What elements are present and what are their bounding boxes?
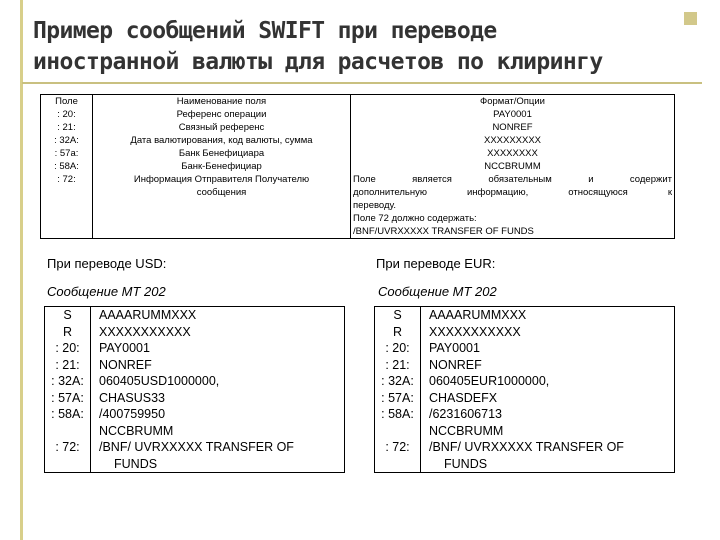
msg-value: NONREF — [429, 357, 482, 372]
field-format: NONREF — [351, 121, 675, 134]
msg-field-value: : 58A: — [51, 407, 84, 421]
field-name: Банк Бенефициара — [93, 147, 351, 160]
msg-values — [421, 307, 675, 473]
msg-field-value: : 72: — [55, 440, 80, 454]
msg-value: XXXXXXXXXXX — [429, 324, 521, 339]
msg-field-value: R — [62, 324, 73, 339]
header-name: Наименование поля — [93, 95, 351, 109]
field-format — [351, 173, 675, 239]
field-code: : 32A: — [41, 134, 93, 147]
field-name: Дата валютирования, код валюты, сумма — [93, 134, 351, 147]
msg-field-blank — [49, 423, 86, 440]
field-code: : 58A: — [41, 160, 93, 173]
msg-values — [91, 307, 345, 473]
msg-value: NCCBRUMM — [429, 423, 504, 438]
msg-value: AAAARUMMXXX — [99, 308, 197, 322]
field-format: NCCBRUMM — [351, 160, 675, 173]
msg-value: FUNDS — [114, 456, 158, 471]
format-line: дополнительную информацию, относящуюся к — [353, 187, 672, 198]
field-format: XXXXXXXXX — [351, 134, 675, 147]
field-name-line: сообщения — [196, 187, 247, 198]
msg-field-value: : 32A: — [381, 374, 414, 388]
msg-field — [45, 307, 91, 473]
field-format: PAY0001 — [351, 108, 675, 121]
msg-value: PAY0001 — [429, 341, 480, 355]
msg-field-value: S — [63, 308, 72, 322]
format-line: /BNF/UVRXXXXX TRANSFER OF FUNDS — [353, 226, 534, 237]
title-line-1: Пример сообщений SWIFT при переводе — [33, 18, 497, 44]
eur-message-table — [374, 306, 675, 473]
table-header-row — [41, 95, 675, 109]
msg-field-value: : 58A: — [381, 407, 414, 421]
table-row — [41, 134, 675, 147]
table-row — [41, 108, 675, 121]
msg-value: FUNDS — [444, 456, 488, 471]
eur-subheading: Сообщение МТ 202 — [378, 284, 497, 299]
field-code: : 21: — [41, 121, 93, 134]
header-field: Поле — [41, 95, 93, 109]
msg-field-blank — [49, 456, 86, 473]
msg-field-value: : 57A: — [381, 390, 414, 405]
msg-value: XXXXXXXXXXX — [99, 324, 191, 339]
table-row — [41, 160, 675, 173]
table-row — [375, 307, 675, 473]
msg-field-value: : 72: — [385, 440, 410, 454]
table-row — [45, 307, 345, 473]
usd-subheading: Сообщение МТ 202 — [47, 284, 166, 299]
decorative-vertical-line — [20, 0, 23, 540]
msg-value: /BNF/ UVRXXXXX TRANSFER OF — [99, 440, 294, 454]
msg-value: /400759950 — [99, 407, 166, 421]
msg-field-value: : 20: — [385, 341, 410, 355]
msg-field-value: : 21: — [55, 357, 80, 372]
field-code: : 57a: — [41, 147, 93, 160]
header-format: Формат/Опции — [351, 95, 675, 109]
msg-value: /6231606713 — [429, 407, 502, 421]
field-name: Референс операции — [93, 108, 351, 121]
msg-field-blank — [379, 423, 416, 440]
title-line-2: иностранной валюты для расчетов по клирингу — [33, 49, 603, 75]
msg-value: 060405USD1000000, — [99, 374, 220, 388]
slide-title — [33, 16, 693, 78]
msg-value: NONREF — [99, 357, 152, 372]
msg-value: NCCBRUMM — [99, 423, 174, 438]
msg-field-value: : 57A: — [51, 390, 84, 405]
table-row — [41, 121, 675, 134]
usd-message-table — [44, 306, 345, 473]
msg-value: PAY0001 — [99, 341, 150, 355]
field-format: XXXXXXXX — [351, 147, 675, 160]
msg-field-value: S — [393, 308, 402, 322]
msg-field-value: R — [392, 324, 403, 339]
msg-value: CHASUS33 — [99, 390, 165, 405]
msg-field-value: : 32A: — [51, 374, 84, 388]
format-line: переводу. — [353, 200, 396, 211]
msg-value: CHASDEFX — [429, 390, 498, 405]
msg-value: AAAARUMMXXX — [429, 308, 527, 322]
field-description-table — [40, 94, 675, 239]
field-name: Банк-Бенефициар — [93, 160, 351, 173]
table-row — [41, 173, 675, 239]
title-underline — [22, 82, 702, 84]
msg-field-blank — [379, 456, 416, 473]
msg-value: /BNF/ UVRXXXXX TRANSFER OF — [429, 440, 624, 454]
field-name-line: Информация Отправителя Получателю — [133, 174, 310, 185]
msg-value: 060405EUR1000000, — [429, 374, 550, 388]
usd-heading: При переводе USD: — [47, 256, 167, 271]
msg-field — [375, 307, 421, 473]
format-line: Поле 72 должно содержать: — [353, 213, 477, 224]
msg-field-value: : 20: — [55, 341, 80, 355]
field-name — [93, 173, 351, 239]
field-code: : 20: — [41, 108, 93, 121]
field-code: : 72: — [41, 173, 93, 239]
field-name: Связный референс — [93, 121, 351, 134]
table-row — [41, 147, 675, 160]
eur-heading: При переводе EUR: — [376, 256, 496, 271]
format-line: Поле является обязательным и содержит — [353, 174, 672, 185]
msg-field-value: : 21: — [385, 357, 410, 372]
